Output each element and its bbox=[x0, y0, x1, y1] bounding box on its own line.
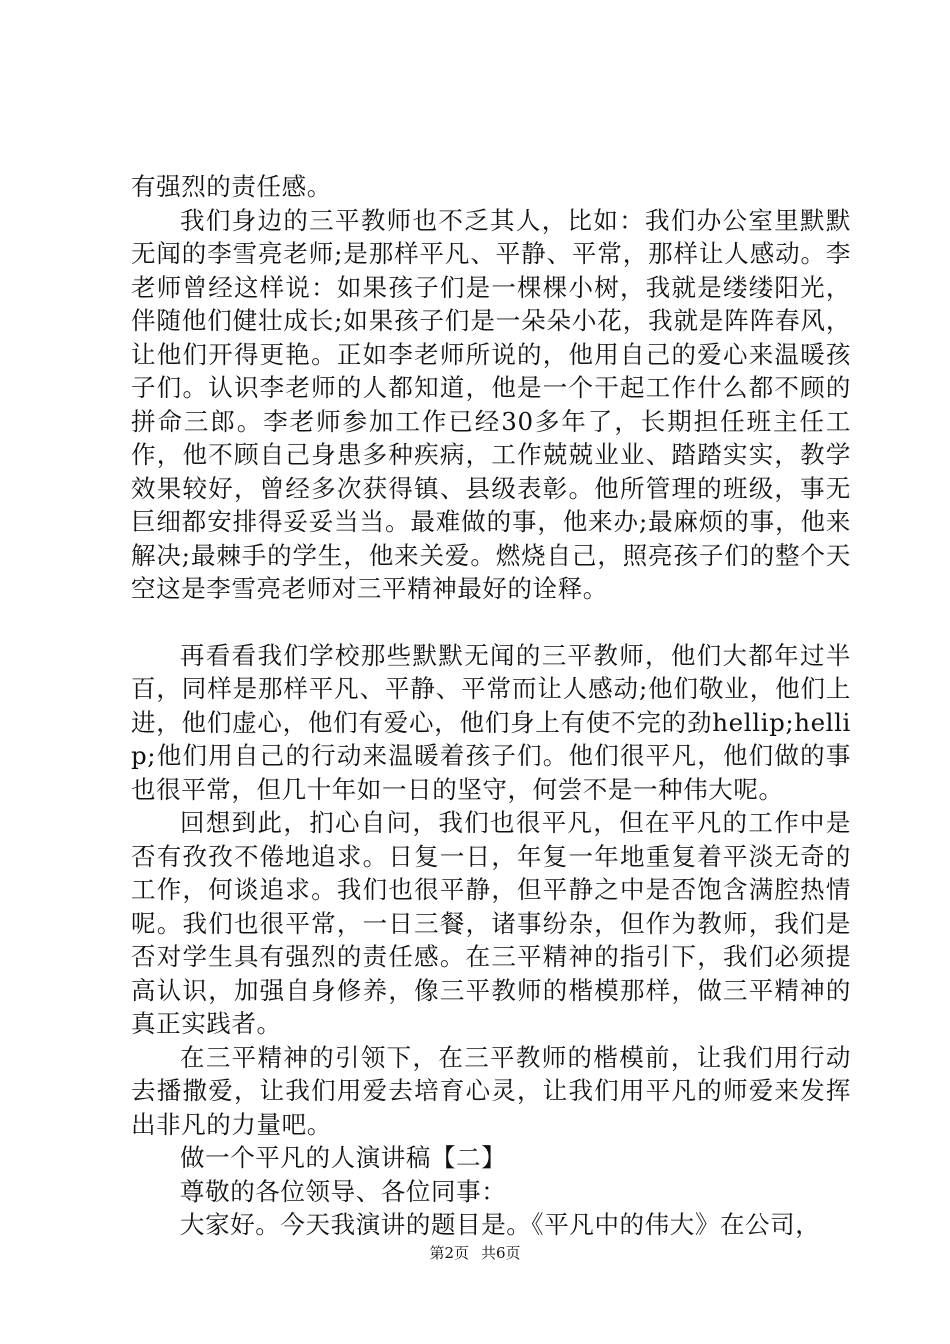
paragraph-speech-opening: 大家好。今天我演讲的题目是。《平凡中的伟大》在公司， bbox=[180, 1210, 821, 1239]
paragraph-reflection: 回想到此，扪心自问，我们也很平凡，但在平凡的工作中是否有孜孜不倦地追求。日复一日，年复一年地重复着平淡无奇的工作，何谈追求。我们也很平静，但平静之中是否饱含满腔热情呢。我们也很平常，一日三餐，诸事纷杂，但作为教师，我们是否对学生具有强烈的责任感。在三平精神的指引下，我们必须提高认识，加强自身修养，像三平教师的楷模那样，做三平精神的真正实践者。 bbox=[131, 808, 851, 1038]
paragraph-school-teachers: 再看看我们学校那些默默无闻的三平教师，他们大都年过半百，同样是那样平凡、平静、平常而让人感动;他们敬业，他们上进，他们虚心，他们有爱心，他们身上有使不完的劲hellip;hellip;他们用自己的行动来温暖着孩子们。他们很平凡，他们做的事也很平常，但几十年如一日的坚守，何尝不是一种伟大呢。 bbox=[131, 640, 851, 804]
paragraph-conclusion: 在三平精神的引领下，在三平教师的楷模前，让我们用行动去播撒爱，让我们用爱去培育心灵，让我们用平凡的师爱来发挥出非凡的力量吧。 bbox=[131, 1042, 851, 1139]
page-number: 第2页 bbox=[429, 1244, 469, 1262]
document-body bbox=[131, 170, 851, 1242]
page-footer bbox=[0, 1243, 950, 1263]
section-heading: 做一个平凡的人演讲稿【二】 bbox=[180, 1143, 507, 1172]
page-total: 共6页 bbox=[481, 1244, 521, 1262]
salutation: 尊敬的各位领导、各位同事： bbox=[180, 1176, 507, 1206]
paragraph-colleague-example: 我们身边的三平教师也不乏其人，比如：我们办公室里默默无闻的李雪亮老师;是那样平凡、平静、平常，那样让人感动。李老师曾经这样说：如果孩子们是一棵棵小树，我就是缕缕阳光，伴随他们健壮成长;如果孩子们是一朵朵小花，我就是阵阵春风，让他们开得更艳。正如李老师所说的，他用自己的爱心来温暖孩子们。认识李老师的人都知道，他是一个干起工作什么都不顾的拼命三郎。李老师参加工作已经30多年了，长期担任班主任工作，他不顾自己身患多种疾病，工作兢兢业业、踏踏实实，教学效果较好，曾经多次获得镇、县级表彰。他所管理的班级，事无巨细都安排得妥妥当当。最难做的事，他来办;最麻烦的事，他来解决;最棘手的学生，他来关爱。燃烧自己，照亮孩子们的整个天空这是李雪亮老师对三平精神最好的诠释。 bbox=[131, 205, 851, 603]
paragraph-continuation: 有强烈的责任感。 bbox=[131, 172, 332, 201]
